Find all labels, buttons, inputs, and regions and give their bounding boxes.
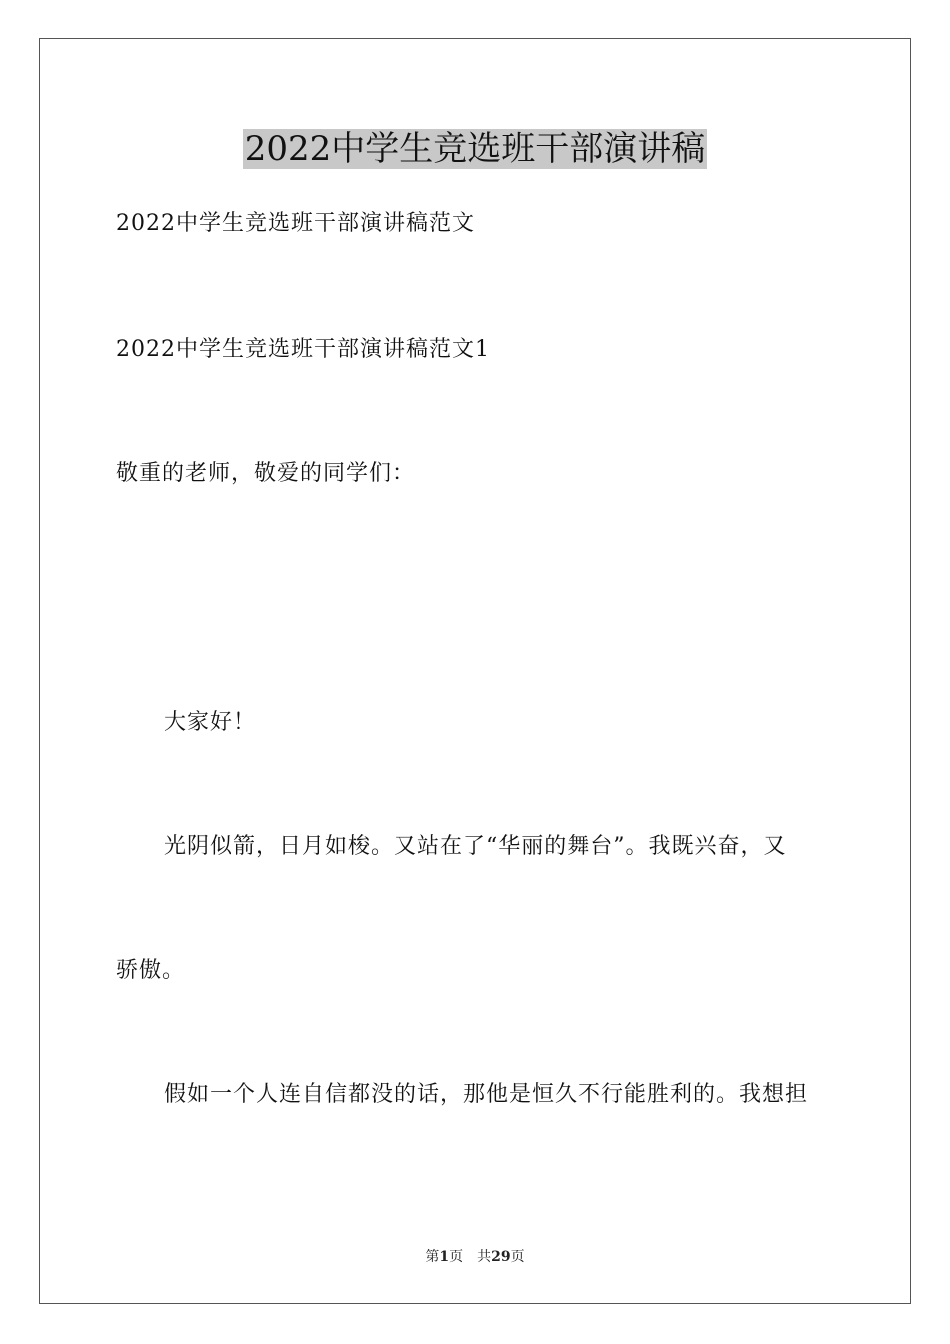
body-paragraph-2-line-1: 假如一个人连自信都没的话，那他是恒久不行能胜利的。我想担 <box>164 1082 809 1107</box>
page-suffix: 页 <box>510 1249 525 1265</box>
page-mid: 页 共 <box>449 1249 492 1265</box>
body-paragraph-1-line-2: 骄傲。 <box>116 958 186 983</box>
section-heading: 2022中学生竞选班干部演讲稿范文1 <box>116 337 490 362</box>
page-total: 29 <box>491 1249 511 1265</box>
subtitle-line: 2022中学生竞选班干部演讲稿范文 <box>116 211 475 236</box>
greeting: 大家好！ <box>164 710 257 735</box>
body-paragraph-1-line-1: 光阴似箭，日月如梭。又站在了“华丽的舞台”。我既兴奋，又 <box>164 834 787 859</box>
page-prefix: 第 <box>425 1249 440 1265</box>
salutation: 敬重的老师，敬爱的同学们： <box>116 461 416 486</box>
document-title: 2022中学生竞选班干部演讲稿 <box>244 129 706 169</box>
page-footer <box>0 1248 950 1266</box>
page-current: 1 <box>439 1249 450 1265</box>
